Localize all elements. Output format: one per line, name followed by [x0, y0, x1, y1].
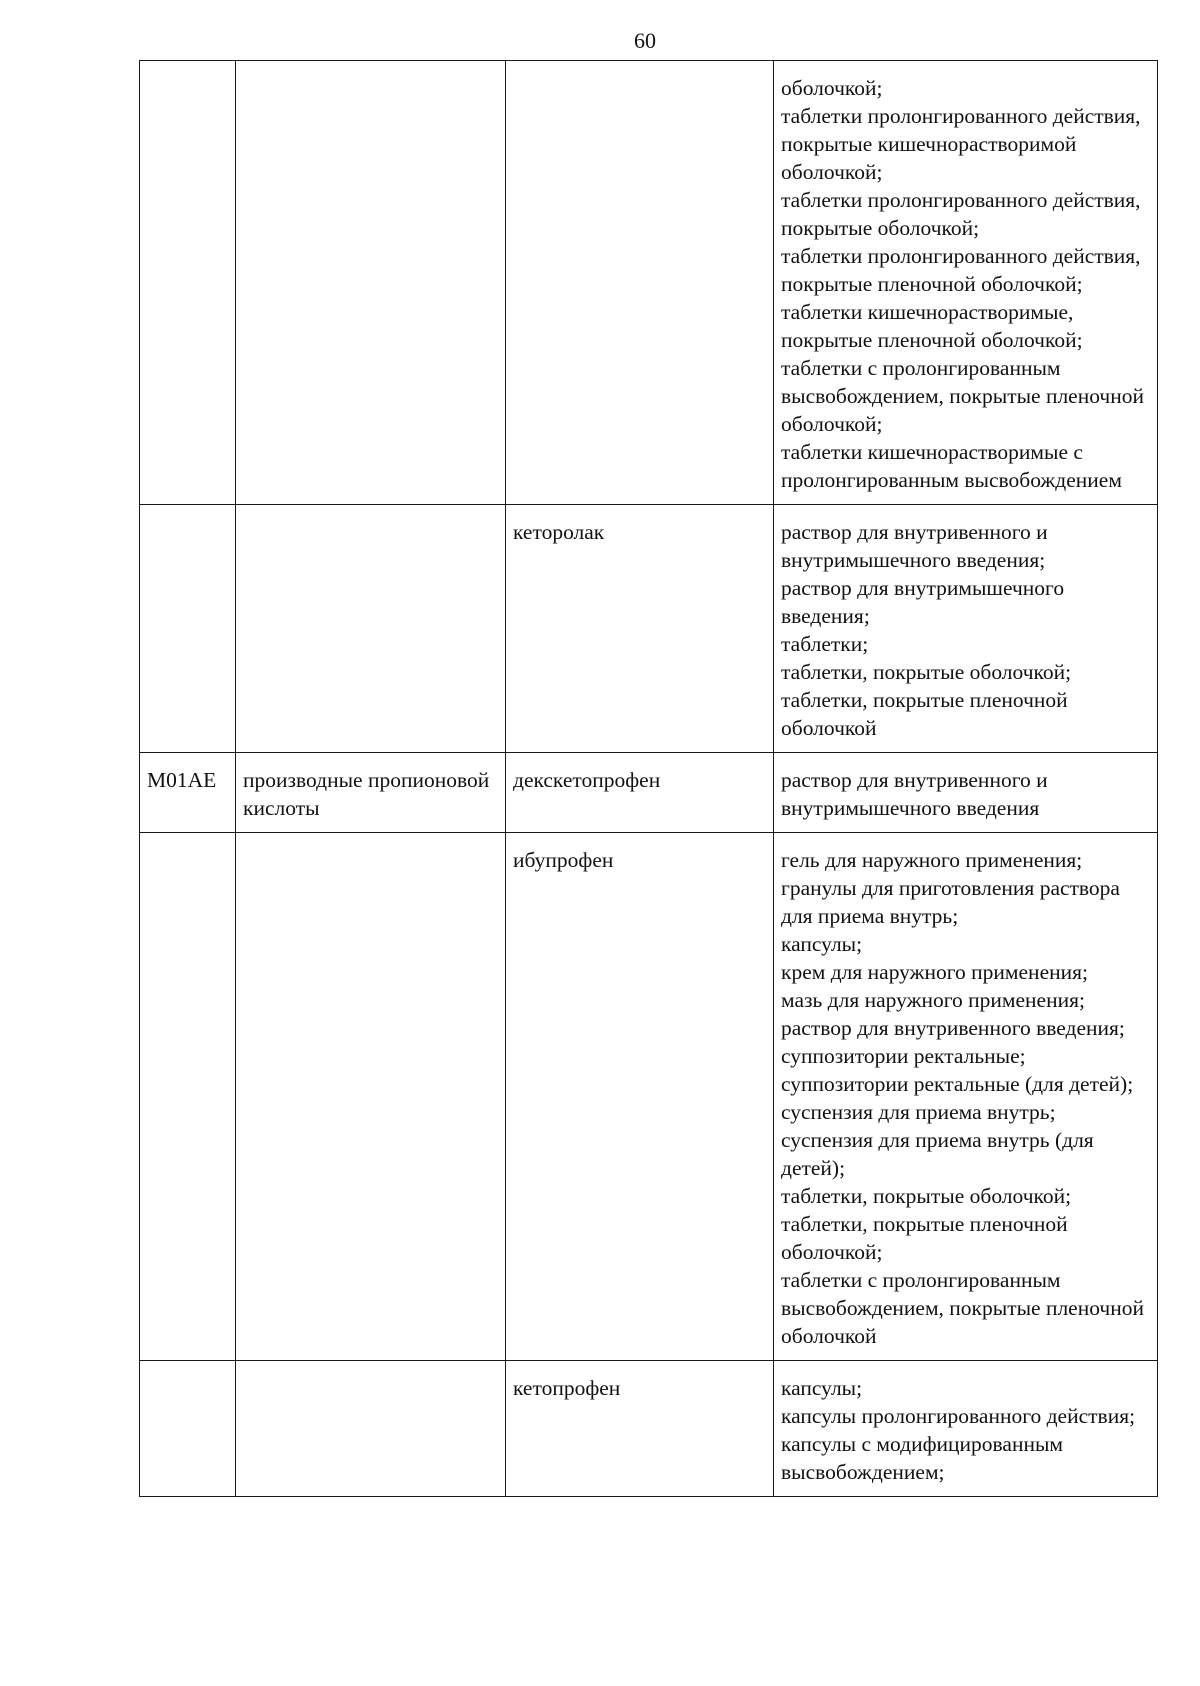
- atc-code-cell: [140, 1361, 236, 1497]
- dosage-form: суппозитории ректальные (для детей);: [781, 1072, 1134, 1096]
- drug-name-cell: ибупрофен: [506, 833, 774, 1361]
- dosage-form: таблетки с пролонгированным высвобождением, покрытые пленочной оболочкой: [781, 1268, 1150, 1348]
- group-cell: производные пропионовой кислоты: [236, 753, 506, 833]
- drug-name-cell: кетопрофен: [506, 1361, 774, 1497]
- dosage-forms-cell: [774, 753, 1158, 833]
- group-cell: [236, 61, 506, 505]
- table-row: [140, 505, 1158, 753]
- drug-name-cell: [506, 61, 774, 505]
- dosage-form: суспензия для приема внутрь;: [781, 1100, 1056, 1124]
- dosage-forms-cell: [774, 833, 1158, 1361]
- dosage-form: таблетки кишечнорастворимые с пролонгированным высвобождением: [781, 440, 1122, 492]
- group-cell: [236, 1361, 506, 1497]
- dosage-forms-cell: [774, 61, 1158, 505]
- dosage-form: гель для наружного применения;: [781, 848, 1083, 872]
- table-row: [140, 753, 1158, 833]
- drug-name-cell: декскетопрофен: [506, 753, 774, 833]
- dosage-form: капсулы;: [781, 1376, 863, 1400]
- dosage-form: раствор для внутривенного и внутримышечного введения: [781, 768, 1053, 820]
- dosage-form: мазь для наружного применения;: [781, 988, 1085, 1012]
- dosage-forms-cell: [774, 505, 1158, 753]
- dosage-form: таблетки, покрытые оболочкой;: [781, 660, 1072, 684]
- dosage-form: таблетки кишечнорастворимые, покрытые пленочной оболочкой;: [781, 300, 1083, 352]
- dosage-form: таблетки с пролонгированным высвобождением, покрытые пленочной оболочкой;: [781, 356, 1150, 436]
- dosage-form: оболочкой;: [781, 76, 883, 100]
- dosage-form: раствор для внутривенного введения;: [781, 1016, 1125, 1040]
- dosage-form: таблетки пролонгированного действия, покрытые кишечнорастворимой оболочкой;: [781, 104, 1146, 184]
- dosage-form: суспензия для приема внутрь (для детей);: [781, 1128, 1100, 1180]
- table-row: [140, 833, 1158, 1361]
- dosage-form: раствор для внутривенного и внутримышечного введения;: [781, 520, 1053, 572]
- page-number: 60: [634, 28, 656, 53]
- dosage-form: гранулы для приготовления раствора для приема внутрь;: [781, 876, 1126, 928]
- atc-code-cell: [140, 833, 236, 1361]
- dosage-form: таблетки пролонгированного действия, покрытые пленочной оболочкой;: [781, 244, 1146, 296]
- group-cell: [236, 833, 506, 1361]
- dosage-form: крем для наружного применения;: [781, 960, 1088, 984]
- table-row: [140, 1361, 1158, 1497]
- dosage-form: таблетки, покрытые пленочной оболочкой: [781, 688, 1074, 740]
- dosage-form: суппозитории ректальные;: [781, 1044, 1026, 1068]
- dosage-form: таблетки, покрытые оболочкой;: [781, 1184, 1072, 1208]
- group-cell: [236, 505, 506, 753]
- dosage-form: капсулы с модифицированным высвобождением;: [781, 1432, 1069, 1484]
- drug-table: [139, 60, 1158, 1497]
- dosage-form: таблетки, покрытые пленочной оболочкой;: [781, 1212, 1074, 1264]
- dosage-form: капсулы пролонгированного действия;: [781, 1404, 1136, 1428]
- atc-code-cell: M01AE: [140, 753, 236, 833]
- dosage-form: капсулы;: [781, 932, 863, 956]
- dosage-forms-cell: [774, 1361, 1158, 1497]
- atc-code-cell: [140, 61, 236, 505]
- table-row: [140, 61, 1158, 505]
- dosage-form: таблетки пролонгированного действия, покрытые оболочкой;: [781, 188, 1146, 240]
- drug-name-cell: кеторолак: [506, 505, 774, 753]
- atc-code-cell: [140, 505, 236, 753]
- dosage-form: раствор для внутримышечного введения;: [781, 576, 1070, 628]
- dosage-form: таблетки;: [781, 632, 869, 656]
